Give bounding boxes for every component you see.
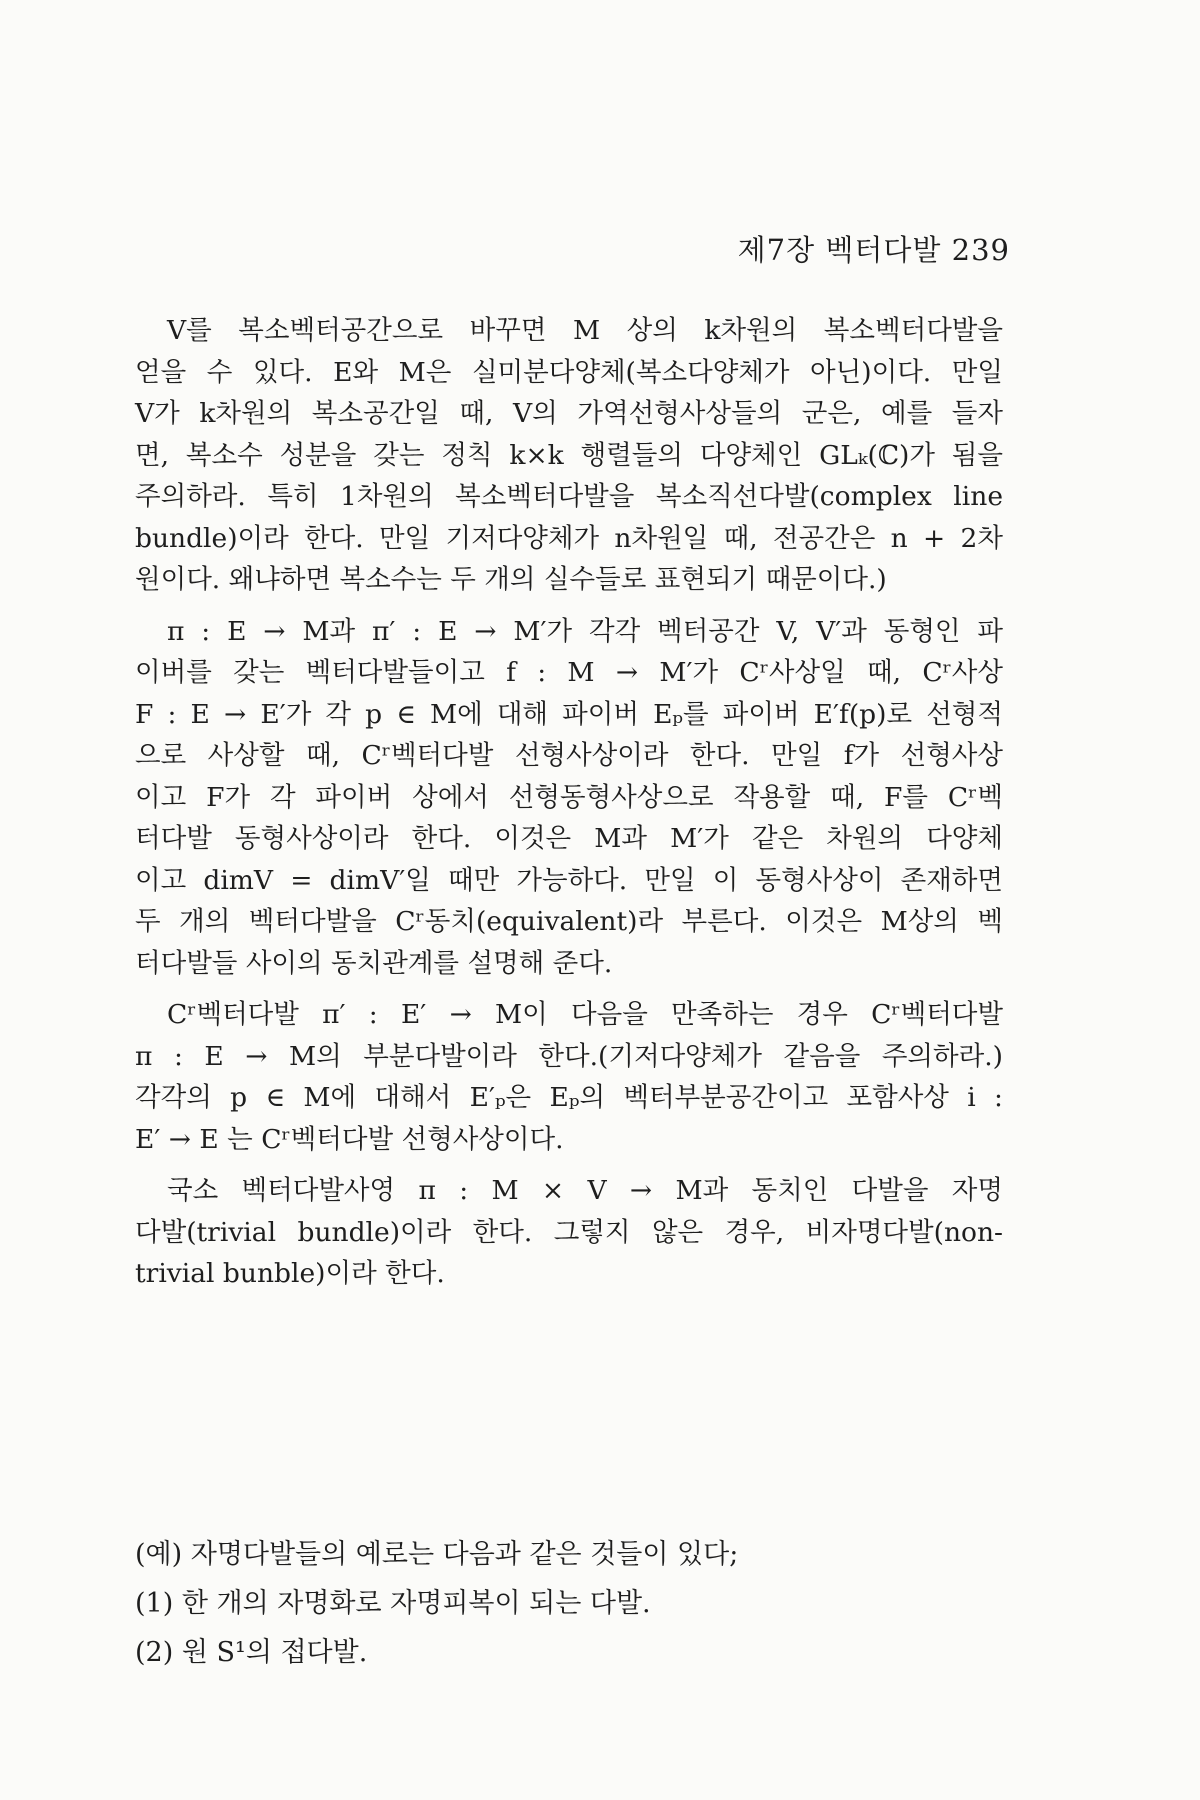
text-line: F : E → E′가 각 p ∈ M에 대해 파이버 Eₚ를 파이버 E′f(p)로 선형적 [135, 698, 1003, 730]
examples-list [135, 1530, 1003, 1677]
text-line: 터다발 동형사상이라 한다. 이것은 M과 M′가 같은 차원의 다양체 [135, 823, 1003, 854]
text-line: trivial bunble)이라 한다. [135, 1258, 445, 1289]
text-line: 다발(trivial bundle)이라 한다. 그렇지 않은 경우, 비자명다발(non- [135, 1216, 1003, 1248]
text-line: 두 개의 벡터다발을 Cʳ동치(equivalent)라 부른다. 이것은 M상의 벡 [135, 906, 1003, 937]
text-line: 주의하라. 특히 1차원의 복소벡터다발을 복소직선다발(complex line [135, 481, 1003, 512]
text-line: bundle)이라 한다. 만일 기저다양체가 n차원일 때, 전공간은 n + 2차 [135, 522, 1003, 554]
text-line: 국소 벡터다발사영 π : M × V → M과 동치인 다발을 자명 [167, 1175, 1003, 1206]
text-line: 이버를 갖는 벡터다발들이고 f : M → M′가 Cʳ사상일 때, Cʳ사상 [135, 657, 1003, 688]
text-line: E′ → E 는 Cʳ벡터다발 선형사상이다. [135, 1123, 564, 1155]
examples-intro: (예) 자명다발들의 예로는 다음과 같은 것들이 있다; [135, 1539, 739, 1570]
text-line: 터다발들 사이의 동치관계를 설명해 준다. [135, 947, 613, 979]
text-line: 으로 사상할 때, Cʳ벡터다발 선형사상이라 한다. 만일 f가 선형사상 [135, 740, 1003, 771]
text-line: 이고 F가 각 파이버 상에서 선형동형사상으로 작용할 때, F를 Cʳ벡 [135, 781, 1003, 813]
text-line: π : E → M의 부분다발이라 한다.(기저다양체가 같음을 주의하라.) [135, 1040, 1003, 1072]
paragraph-complex-vector-bundle [135, 310, 1003, 601]
paragraph-trivial-bundle [135, 1170, 1003, 1295]
paragraph-bundle-morphism [135, 611, 1003, 985]
text-line: Cʳ벡터다발 π′ : E′ → M이 다음을 만족하는 경우 Cʳ벡터다발 [167, 999, 1003, 1030]
text-line: 얻을 수 있다. E와 M은 실미분다양체(복소다양체가 아닌)이다. 만일 [135, 356, 1003, 388]
paragraph-subbundle [135, 994, 1003, 1160]
running-header: 제7장 벡터다발 239 [737, 233, 1010, 267]
text-line: π : E → M과 π′ : E → M′가 각각 벡터공간 V, V′과 동형인 파 [167, 615, 1003, 647]
main-text [135, 310, 1003, 1295]
text-line: 이고 dimV = dimV′일 때만 가능하다. 만일 이 동형사상이 존재하면 [135, 864, 1003, 896]
text-line: 원이다. 왜냐하면 복소수는 두 개의 실수들로 표현되기 때문이다.) [135, 564, 887, 595]
example-item-2: (2) 원 S¹의 접다발. [135, 1637, 368, 1668]
text-line: V가 k차원의 복소공간일 때, V의 가역선형사상들의 군은, 예를 들자 [135, 398, 1003, 429]
text-line: 각각의 p ∈ M에 대해서 E′ₚ은 Eₚ의 벡터부분공간이고 포함사상 i : [135, 1082, 1003, 1113]
text-line: 면, 복소수 성분을 갖는 정칙 k×k 행렬들의 다양체인 GLₖ(ℂ)가 됨을 [135, 439, 1003, 471]
text-line: V를 복소벡터공간으로 바꾸면 M 상의 k차원의 복소벡터다발을 [167, 315, 1003, 346]
example-item-1: (1) 한 개의 자명화로 자명피복이 되는 다발. [135, 1588, 651, 1619]
